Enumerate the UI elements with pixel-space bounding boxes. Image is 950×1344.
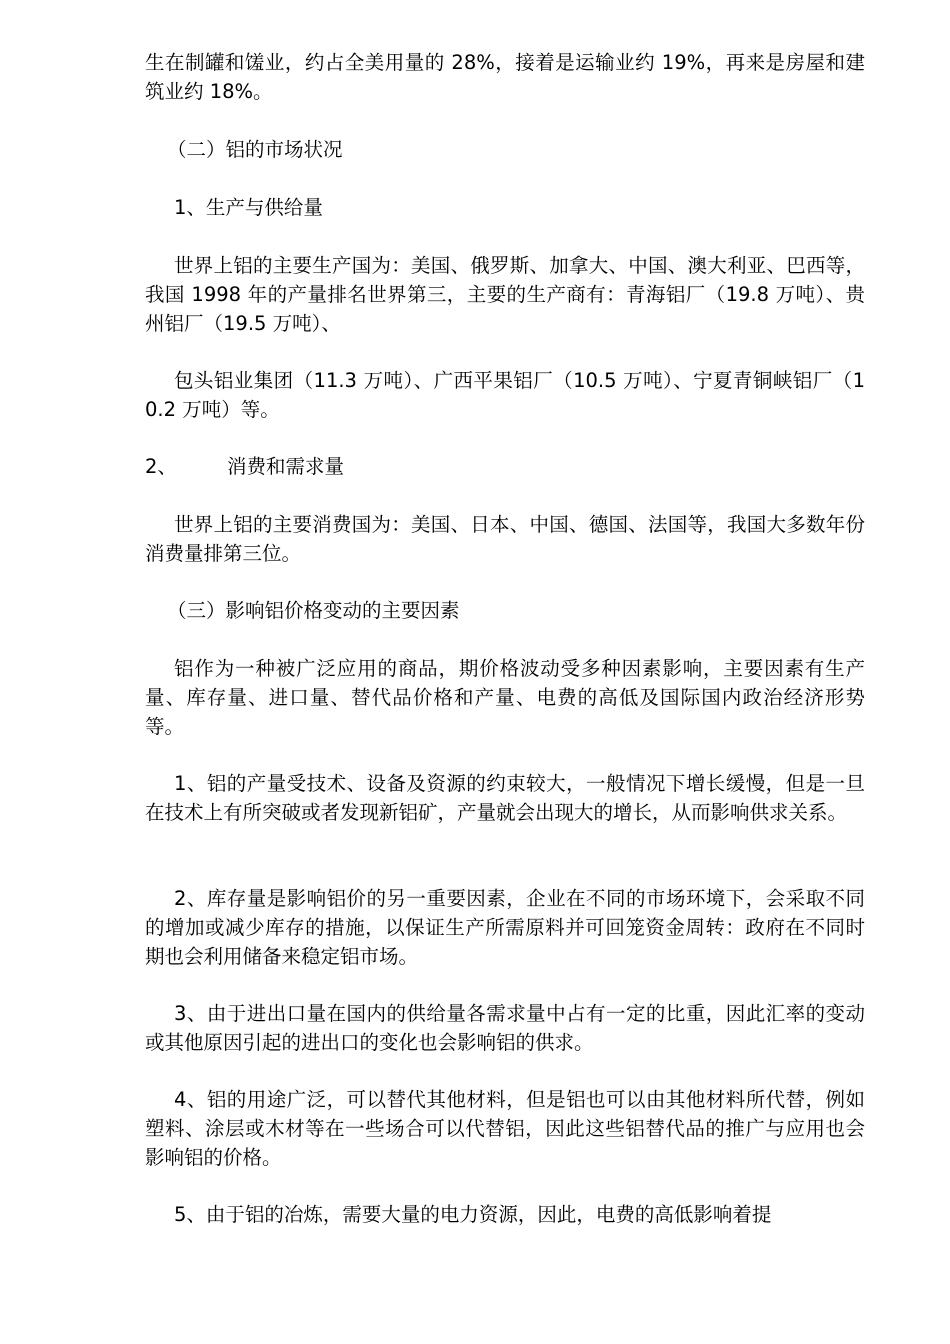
paragraph-consumption-share: 生在制罐和馐业，约占全美用量的 28%，接着是运输业约 19%，再来是房屋和建筑业约 18%。 (145, 51, 865, 103)
heading-aluminum-market: （二）铝的市场状况 (167, 138, 343, 161)
list-number: 2、 (145, 455, 177, 478)
paragraph-factor-inventory: 2、库存量是影响铝价的另一重要因素，企业在不同的市场环境下，会采取不同的增加或减少库存的措施，以保证生产所需原料并可回笼资金周转：政府在不同时期也会利用储备来稳定铝市场。 (145, 887, 865, 968)
heading-consumption-demand-label: 消费和需求量 (227, 455, 345, 478)
paragraph-price-factors-intro: 铝作为一种被广泛应用的商品，期价格波动受多种因素影响，主要因素有生产量、库存量、进口量、替代品价格和产量、电费的高低及国际国内政治经济形势等。 (145, 657, 865, 738)
paragraph-world-consumers: 世界上铝的主要消费国为：美国、日本、中国、德国、法国等，我国大多数年份消费量排第三位。 (145, 513, 865, 565)
heading-production-supply: 1、生产与供给量 (174, 196, 323, 219)
heading-consumption-demand (145, 452, 865, 481)
paragraph-factor-substitutes: 4、铝的用途广泛，可以替代其他材料，但是铝也可以由其他材料所代替，例如塑料、涂层或木材等在一些场合可以代替铝，因此这些铝替代品的推广与应用也会影响铝的价格。 (145, 1088, 865, 1169)
paragraph-factor-production: 1、铝的产量受技术、设备及资源的约束较大，一般情况下增长缓慢，但是一旦在技术上有所突破或者发现新铝矿，产量就会出现大的增长，从而影响供求关系。 (145, 772, 865, 824)
paragraph-chinese-producers: 包头铝业集团（11.3 万吨）、广西平果铝厂（10.5 万吨）、宁夏青铜峡铝厂（10.2 万吨）等。 (145, 369, 865, 421)
paragraph-factor-electricity: 5、由于铝的冶炼，需要大量的电力资源，因此，电费的高低影响着提 (174, 1203, 772, 1226)
heading-price-factors: （三）影响铝价格变动的主要因素 (167, 599, 460, 622)
paragraph-factor-import-export: 3、由于进出口量在国内的供给量各需求量中占有一定的比重，因此汇率的变动或其他原因引起的进出口的变化也会影响铝的供求。 (145, 1002, 865, 1054)
paragraph-world-producers: 世界上铝的主要生产国为：美国、俄罗斯、加拿大、中国、澳大利亚、巴西等，我国 1998 年的产量排名世界第三，主要的生产商有：青海铝厂（19.8 万吨）、贵州铝厂（19.5 万吨）、 (145, 254, 865, 335)
